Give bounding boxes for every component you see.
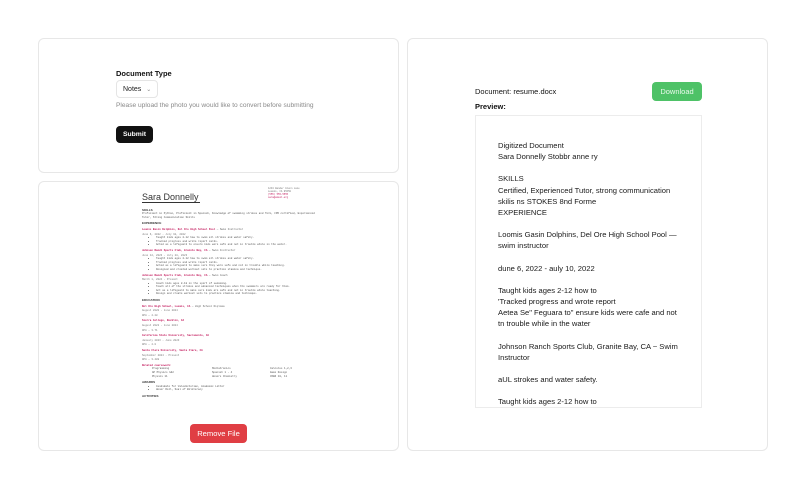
school-gpa: GPA — 4.0 — [142, 343, 157, 347]
awards-heading: AWARDS — [142, 380, 156, 385]
preview-paragraph: Taught kids ages 2-12 how to 'Tracked progress and wrote report Aetea Se" Feguara to" ensure kids were cafe and not tn trouble while in the water — [498, 285, 677, 329]
school-dates: August 2020 - June 2024 — [142, 309, 178, 313]
school-name: Del Oro High School, Loomis, CA — High School Diploma — [142, 304, 225, 308]
contact-city: Loomis, CA 95650 — [268, 190, 291, 193]
resume-name: Sara Donnelly — [142, 192, 199, 202]
experience-heading: EXPERIENCE — [142, 221, 162, 226]
job-dates: March 1, 2024 - Present — [142, 278, 178, 282]
school-name: Santa Clara University, Santa Clara, CA — [142, 349, 203, 352]
job-dates: June 12, 2023 - July 28, 2023 — [142, 253, 188, 257]
job-title: Johnson Ranch Sports Club, Granite Bay, CA — Swim Instructor — [142, 248, 236, 252]
education-heading: EDUCATION — [142, 298, 160, 303]
school-dates: August 2022 - June 2024 — [142, 324, 178, 328]
job-bullets: • Taught kids ages 2-12 how to swim all strokes and water safety. • Tracked progress and wrote report cards. • Acted as a lifeguard to ensure kids were safe and not in trouble while in the water. — [142, 236, 316, 247]
school-gpa: GPA — 3.71 — [142, 328, 158, 332]
job-title: Johnson Ranch Sports Club, Granite Bay, CA — Swim Coach — [142, 273, 228, 277]
document-type-label: Document Type — [116, 69, 172, 78]
download-button[interactable]: Download — [652, 82, 702, 101]
document-type-value: Notes — [123, 85, 142, 93]
resume-image — [134, 182, 324, 451]
document-type-select[interactable] — [116, 80, 158, 98]
job-title: Loomis Basin Dolphins, Del Oro High School Pool — Swim Instructor — [142, 227, 244, 231]
school-gpa: GPA — 3.488 — [142, 358, 160, 362]
school-dates: September 2024 - Present — [142, 353, 180, 357]
contact-address: 1234 Wander Glenn Lane — [268, 187, 300, 190]
preview-paragraph: SKILLS Certified, Experienced Tutor, strong communication skilis ns STOKES 8nd Forme EXPERIENCE — [498, 174, 671, 218]
resume-contact — [268, 187, 300, 199]
chevron-down-icon: ⌄ — [146, 86, 152, 93]
coursework-heading: Related coursework: — [142, 363, 172, 367]
preview-paragraph: dune 6, 2022 - auly 10, 2022 — [498, 263, 595, 273]
job-bullets: • Coach kids ages 8-18 in the sport of swimming. • Teach all of the strokes and advanced techniques when the swimmers are ready for them. • Act as a lifeguard to make sure kids are safe and not in trouble while teaching. • Design and create workout sets to practice stamina and technique. — [142, 282, 316, 296]
preview-label: Preview: — [475, 102, 506, 111]
job-bullets: • Taught kids ages 2-12 how to swim all strokes and water safety. • Tracked progress and wrote report cards. • Acted as a lifeguard to make sure they were safe and not in trouble while teaching. • Designed and created workout sets to practice stamina and technique. — [142, 257, 316, 271]
skills-heading: SKILLS — [142, 207, 153, 212]
school-name: California State University, Sacramento, CA — [142, 334, 209, 338]
school-name: Sierra College, Rocklin, CA — [142, 319, 185, 323]
preview-pane[interactable] — [475, 115, 702, 408]
document-name: Document: resume.docx — [475, 87, 557, 96]
contact-email: sara@email.org — [268, 196, 289, 199]
school-gpa: GPA — 4.28 — [142, 313, 158, 317]
contact-phone: (555) 555-5555 — [268, 193, 289, 196]
job-dates: June 6, 2022 - July 10, 2022 — [142, 232, 186, 236]
preview-paragraph: aUL strokes and water safety. — [498, 375, 598, 385]
preview-paragraph: Digitized Document Sara Donnelly Stobbr anne ry — [498, 141, 598, 162]
uploaded-image-card — [38, 181, 399, 451]
awards-list: • Candidate for Valedictorian, Academic Letter • Honor Roll, Seal of Biliteracy — [142, 385, 316, 392]
school-dates: January 2023 - June 2023 — [142, 338, 180, 342]
preview-paragraph: Johnson Ranch Sports Club, Granite Bay, CA ~ Swim Instructor — [498, 341, 678, 362]
preview-paragraph: Loomis Gasin Dolphins, Del Ore High School Pool — swim instructor — [498, 230, 677, 251]
upload-form-card — [38, 38, 399, 173]
remove-file-button[interactable]: Remove File — [190, 424, 247, 443]
preview-paragraph: Taught kids ages 2-12 how to — [498, 397, 597, 407]
upload-hint: Please upload the photo you would like to convert before submitting — [116, 102, 314, 109]
result-card — [407, 38, 768, 451]
submit-button[interactable]: Submit — [116, 126, 153, 143]
coursework-grid: Programming Mechatronics Calculus 1,2,3 AP Physics 1&2 Spanish 1 - 4 Game Design Physics 11 Honors Chemistry COEN 10, 11 — [152, 367, 292, 378]
skills-text: Proficient in Python, Proficient in Spanish, Knowledge of swimming strokes and form, CPR certified, Experienced Tutor, Strong Communication Skills — [142, 212, 315, 219]
activities-heading: ACTIVITIES — [142, 393, 159, 398]
